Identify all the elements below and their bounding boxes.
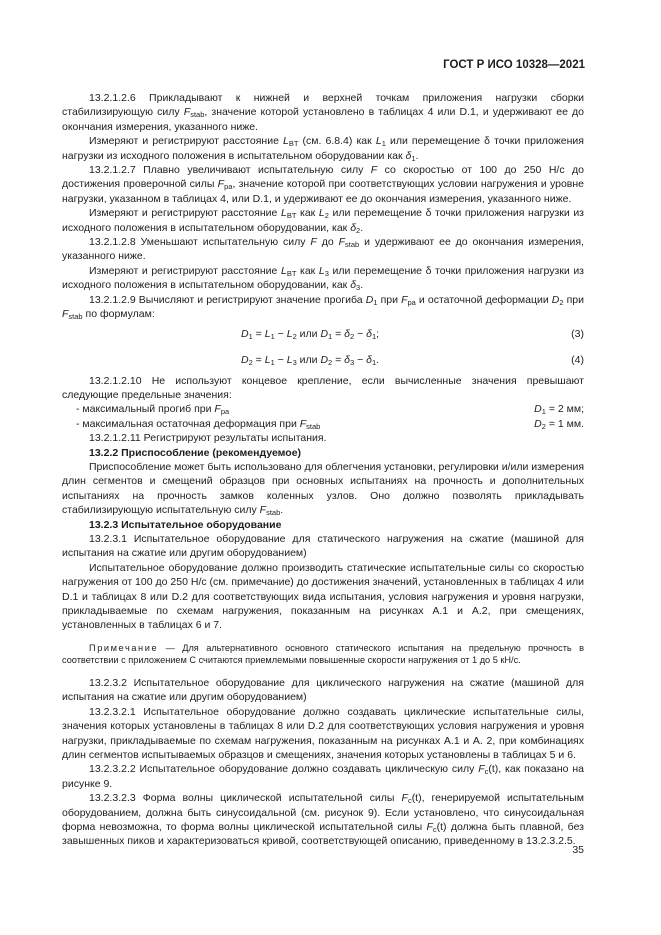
limit-max-deflection	[62, 402, 584, 416]
paragraph-13-2-3-2-2: 13.2.3.2.2 Испытательное оборудование должно создавать циклическую силу $F_c(t)$, как показано на рисунке 9.	[62, 763, 584, 790]
paragraph-13-2-1-2-10: 13.2.1.2.10 Не используют концевое крепление, если вычисленные значения превышают следующие предельные значения:	[62, 374, 584, 401]
note-label: Примечание	[89, 642, 159, 653]
document-code: ГОСТ Р ИСО 10328—2021	[443, 59, 585, 71]
paragraph-fixture: Приспособление может быть использовано для облегчения установки, регулировки и/или измерения длин сегментов и смещений образцов при основных испытаниях на прочность и дополнительных испытаниях на прочность замков коленных узлов. Оно должно позволять прикладывать стабилизирующую испытательную силу $F_{stab}$.	[62, 460, 585, 518]
note-text: — Для альтернативного основного статического испытания на предельную прочность в соответствии с приложением С считаются приемлемыми повышенные скорости нагружения от 1 до 5 кН/с.	[62, 642, 584, 666]
paragraph-static-equipment: Испытательное оборудование должно производить статические испытательные силы со скоростью нагружения от 100 до 250 Н/с (см. примечание) до достижения значений, установленных в таблицах 4 или D.1 и таблицах 8 или D.2 для соответствующих вида испытания, условия нагружения и уровня нагрузки, прикладываемые по схемам нагружения, показанным на рисунках А.1 и А.2, при смещениях, установленных в таблицах 6 и 7.	[62, 561, 584, 632]
page-number: 35	[572, 844, 584, 856]
paragraph-13-2-1-2-8: 13.2.1.2.8 Уменьшают испытательную силу F до $F_{stab}$ и удерживают ее до окончания измерения, указанного ниже.	[62, 236, 584, 263]
note	[62, 642, 584, 667]
limit-max-deflection-value: $D_1 = 2$ мм;	[534, 403, 584, 417]
paragraph-13-2-3-2-3: 13.2.3.2.3 Форма волны циклической испытательной силы $F_c(t)$, генерируемой испытательным оборудованием, должна быть синусоидальной (см. рисунок 9). Если установлено, что синусоидальная форма невозможна, то форма волны циклической испытательной силы $F_c(t)$ должна быть плавной, без завышенных пиков и характеризоваться кривой, соответствующей описанию, приведенному в 13.2.3.2.5.	[62, 792, 584, 848]
paragraph-13-2-1-2-9: 13.2.1.2.9 Вычисляют и регистрируют значение прогиба $D_1$ при $F_{pa}$ и остаточной деформации $D_2$ при $F_{stab}$ по формулам:	[62, 293, 585, 322]
paragraph-measure-l3: Измеряют и регистрируют расстояние $L_{BT}$ как $L_3$ или перемещение δ точки приложения нагрузки из исходного положения в испытательном оборудовании, как $\delta_3$.	[62, 264, 584, 293]
paragraph-13-2-3-1: 13.2.3.1 Испытательное оборудование для статического нагружения на сжатие (машиной для испытания на сжатие или другим оборудованием)	[62, 532, 584, 560]
formula-3	[62, 322, 584, 348]
paragraph-13-2-1-2-6: 13.2.1.2.6 Прикладывают к нижней и верхней точкам приложения нагрузки сборки стабилизирующую силу $F_{stab}$, значение которой установлено в таблицах 4 или D.1, и удерживают ее до окончания измерения, указанного ниже.	[62, 92, 584, 133]
formula-4	[62, 348, 584, 374]
paragraph-13-2-3-2-1: 13.2.3.2.1 Испытательное оборудование должно создавать циклические испытательные силы, значения которых установлены в таблицах 8 или D.2 для соответствующих условия нагружения и уровня нагрузки, прикладываемые по схемам нагружения, показанным на рисунках А.1 и А. 2, при комбинациях длин сегментов испытываемых образцов и смещениях, значения которых установлены в таблицах 5 и 6.	[62, 705, 584, 761]
paragraph-measure-l2: Измеряют и регистрируют расстояние $L_{BT}$ как $L_2$ или перемещение δ точки приложения нагрузки из исходного положения в испытательном оборудовании, как $\delta_2$.	[62, 207, 584, 235]
formula-4-expression: $D_2 = L_1 - L_3$ или $D_2 = \delta_3 - \delta_1$.	[241, 353, 380, 367]
paragraph-13-2-1-2-7: 13.2.1.2.7 Плавно увеличивают испытательную силу F со скоростью от 100 до 250 Н/с до достижения проверочной силы $F_{pa}$, значение которой при соответствующих условии нагружения и уровне нагрузки, указанном в таблицах 4, или D.1, и удерживают ее до окончания измерения, указанного ниже.	[62, 164, 584, 205]
limit-max-residual-value: $D_2 = 1$ мм.	[534, 417, 584, 431]
heading-13-2-3: 13.2.3 Испытательное оборудование	[89, 518, 282, 531]
formula-4-number: (4)	[571, 353, 584, 366]
paragraph-measure-l1: Измеряют и регистрируют расстояние $L_{BT}$ (см. 6.8.4) как $L_1$ или перемещение δ точки приложения нагрузки из исходного положения в испытательном оборудовании как $\delta_1$.	[62, 135, 584, 163]
paragraph-13-2-3-2: 13.2.3.2 Испытательное оборудование для циклического нагружения на сжатие (машиной для испытания на сжатие или другим оборудованием)	[62, 676, 584, 704]
paragraph-13-2-1-2-11: 13.2.1.2.11 Регистрируют результаты испытания.	[89, 432, 327, 445]
limit-max-deflection-label: - максимальный прогиб при $F_{pa}$	[76, 403, 230, 417]
limit-max-residual-deformation	[62, 417, 584, 431]
formula-3-number: (3)	[571, 327, 584, 340]
heading-13-2-2: 13.2.2 Приспособление (рекомендуемое)	[89, 446, 302, 459]
limit-max-residual-label: - максимальная остаточная деформация при $F_{stab}$	[76, 417, 321, 431]
page-content	[62, 91, 584, 849]
formula-3-expression: $D_1 = L_1 - L_2$ или $D_1 = \delta_2 - \delta_1$;	[241, 327, 380, 341]
